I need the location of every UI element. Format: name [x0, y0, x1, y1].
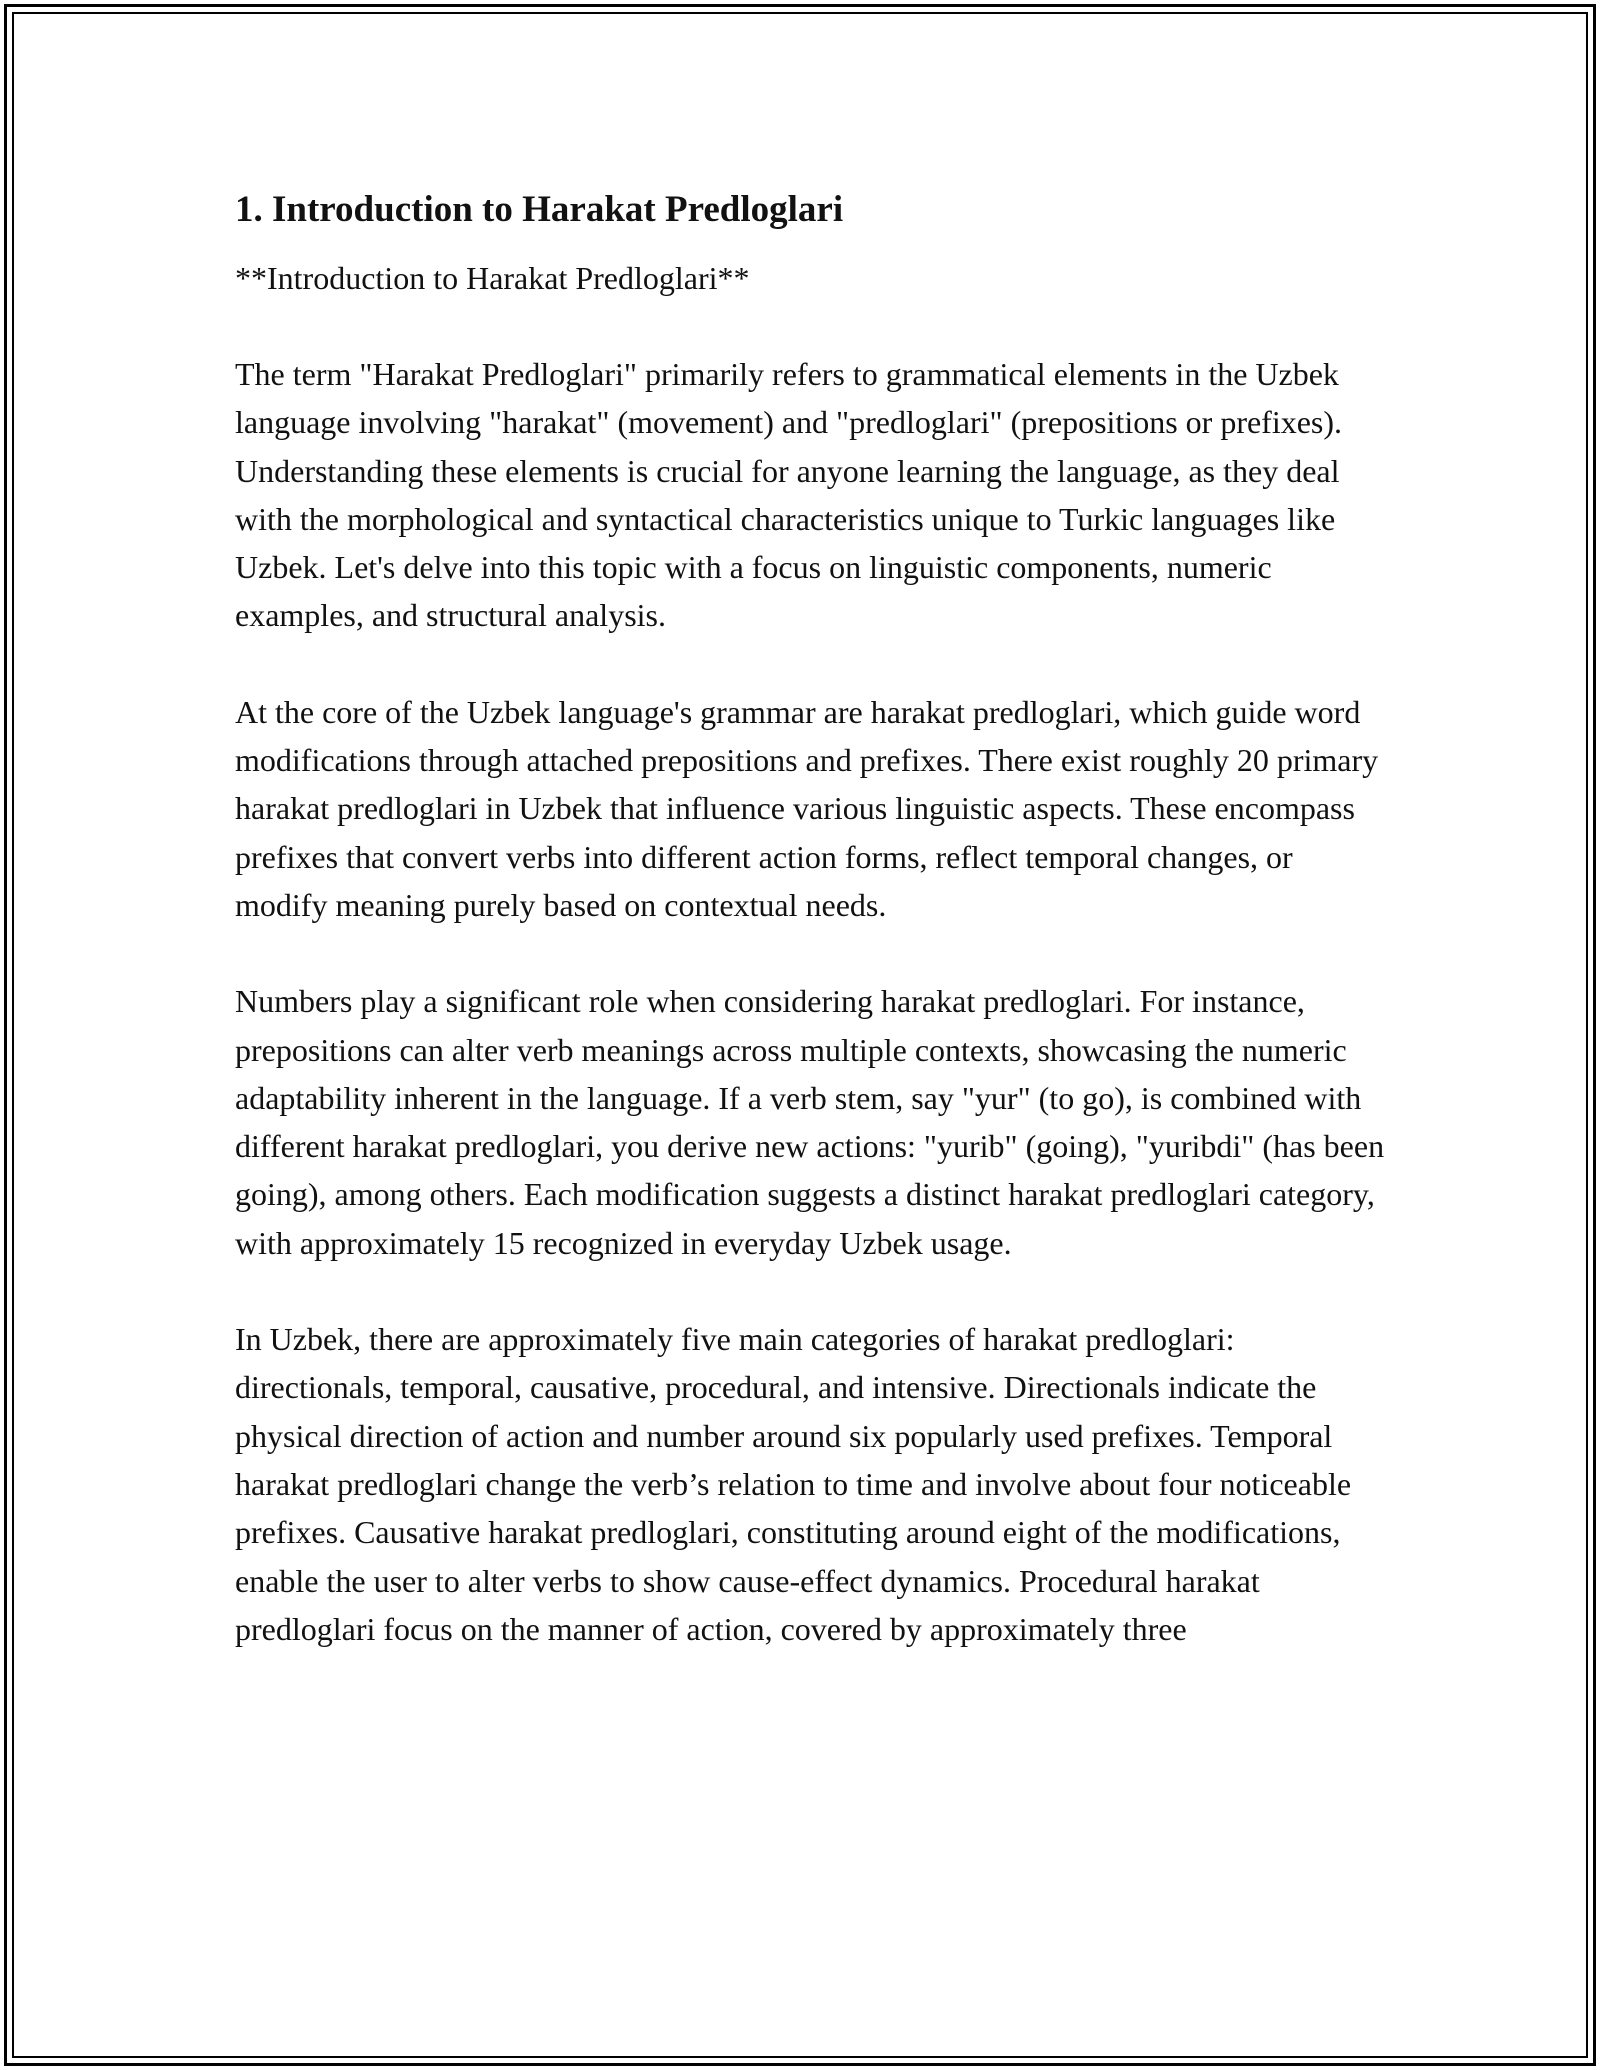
- paragraph-core-grammar: At the core of the Uzbek language's grammar are harakat predloglari, which guide word modifications through attached prepositions and prefixes. There exist roughly 20 primary harakat predloglari in Uzbek that influence various linguistic aspects. These encompass prefixes that convert verbs into different action forms, reflect temporal changes, or modify meaning purely based on contextual needs.: [235, 693, 1379, 923]
- paragraph-numbers-role: Numbers play a significant role when considering harakat predloglari. For instance, prepositions can alter verb meanings across multiple contexts, showcasing the numeric adaptability inherent in the language. If a verb stem, say "yur" (to go), is combined with different harakat predloglari, you derive new actions: "yurib" (going), "yuribdi" (has been going), among others. Each modification suggests a distinct harakat predloglari category, with approximately 15 recognized in everyday Uzbek usage.: [235, 983, 1385, 1261]
- paragraph-definition: The term "Harakat Predloglari" primarily refers to grammatical elements in the Uzbek language involving "harakat" (movement) and "predloglari" (prepositions or prefixes). Understanding these elements is crucial for anyone learning the language, as they deal with the morphological and syntactical characteristics unique to Turkic languages like Uzbek. Let's delve into this topic with a focus on linguistic components, numeric examples, and structural analysis.: [235, 356, 1343, 634]
- document-body: [235, 186, 1385, 1653]
- section-heading: 1. Introduction to Harakat Predloglari: [235, 189, 844, 230]
- paragraph-categories: In Uzbek, there are approximately five main categories of harakat predloglari: directionals, temporal, causative, procedural, and intensive. Directionals indicate the physical direction of action and number around six popularly used prefixes. Temporal harakat predloglari change the verb’s relation to time and involve about four noticeable prefixes. Causative harakat predloglari, constituting around eight of the modifications, enable the user to alter verbs to show cause-effect dynamics. Procedural harakat predloglari focus on the manner of action, covered by approximately three: [235, 1321, 1352, 1647]
- section-subheading: **Introduction to Harakat Predloglari**: [235, 260, 750, 296]
